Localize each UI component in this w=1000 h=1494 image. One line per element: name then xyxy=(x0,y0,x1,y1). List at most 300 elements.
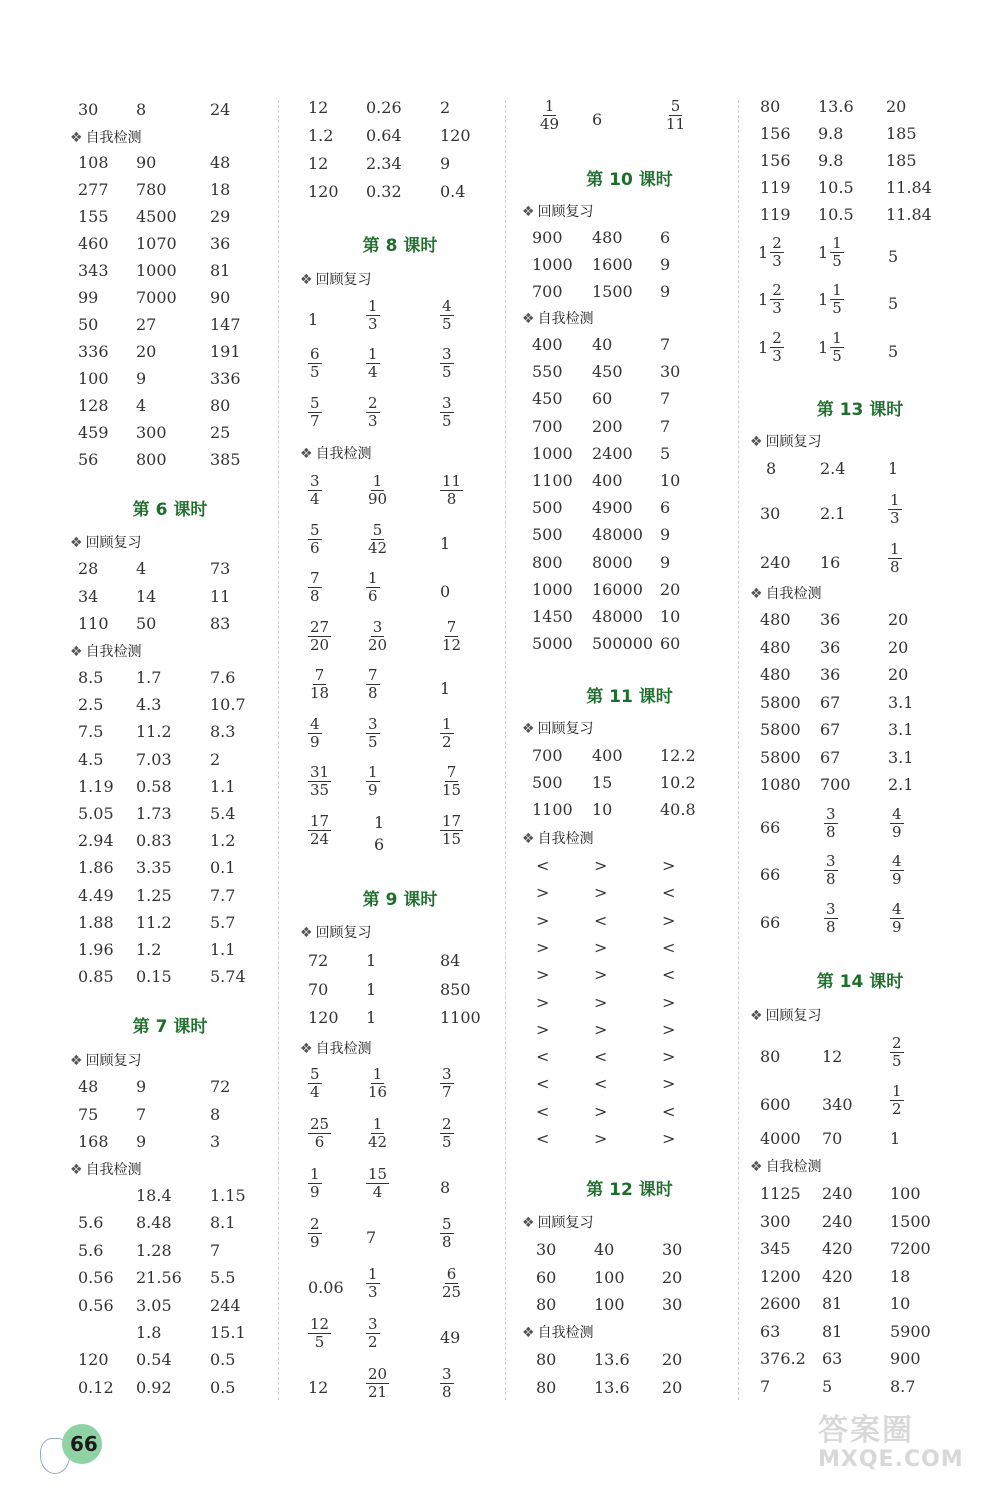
answer-row xyxy=(522,444,737,471)
fraction xyxy=(440,473,463,508)
diamond-icon: ❖ xyxy=(522,311,535,327)
mixed-number xyxy=(758,235,784,270)
answer-cell: 110 xyxy=(78,614,109,633)
answer-cell: 80 xyxy=(760,97,781,116)
lesson-title: 第 7 课时 xyxy=(132,1017,208,1037)
answer-cell: 0.5 xyxy=(210,1350,236,1370)
denominator: 16 xyxy=(368,1083,388,1101)
fraction xyxy=(366,473,389,508)
answer-cell: 8000 xyxy=(592,552,633,572)
answer-cell: 5.7 xyxy=(210,912,236,932)
numerator: 3 xyxy=(368,714,378,733)
denominator: 8 xyxy=(890,558,900,576)
fraction xyxy=(366,1266,380,1301)
answer-cell: > xyxy=(536,1019,550,1039)
answer-cell: > xyxy=(662,1019,676,1039)
numerator: 11 xyxy=(442,472,462,490)
answer-cell: 1 xyxy=(440,679,451,698)
section-check xyxy=(522,308,737,328)
diamond-icon: ❖ xyxy=(300,446,313,462)
section-title: 回顾复习 xyxy=(537,204,594,220)
answer-cell: > xyxy=(662,1047,676,1067)
answer-row xyxy=(70,423,270,450)
answer-cell: 2.34 xyxy=(366,154,402,173)
answer-cell: 4000 xyxy=(760,1129,801,1148)
answer-cell: 119 xyxy=(760,205,791,224)
answer-cell: 1.1 xyxy=(210,776,236,796)
answer-row xyxy=(70,559,270,586)
answer-cell: 7.6 xyxy=(210,668,236,687)
denominator: 42 xyxy=(368,1133,388,1151)
section-review xyxy=(70,1050,270,1070)
answer-cell: > xyxy=(594,937,608,957)
answer-row xyxy=(522,1240,737,1267)
answer-cell: 81 xyxy=(210,261,231,280)
numerator: 12 xyxy=(310,1315,330,1333)
answer-cell: 1 xyxy=(440,533,451,553)
answer-cell: 7200 xyxy=(890,1239,931,1258)
answer-cell: 80 xyxy=(210,396,231,415)
numerator: 1 xyxy=(890,540,900,558)
diamond-icon: ❖ xyxy=(70,535,83,551)
answer-row xyxy=(522,498,737,525)
answer-cell: 5.6 xyxy=(78,1213,104,1233)
fraction xyxy=(308,395,322,430)
answer-cell: 1450 xyxy=(532,607,573,626)
fraction xyxy=(440,298,454,333)
fraction xyxy=(830,282,844,317)
answer-cell: 90 xyxy=(136,153,157,172)
answer-cell: 480 xyxy=(760,610,791,629)
denominator: 9 xyxy=(310,1233,320,1251)
answer-row xyxy=(70,315,270,342)
numerator: 3 xyxy=(442,1065,452,1083)
answer-cell: 2.1 xyxy=(888,775,914,794)
fraction xyxy=(890,853,904,888)
answer-cell: 20 xyxy=(888,610,909,629)
answer-cell: 60 xyxy=(660,634,681,654)
answer-row xyxy=(70,1241,270,1268)
answer-cell: 27 xyxy=(136,315,157,334)
section-check xyxy=(750,583,970,603)
section-title: 自我检测 xyxy=(537,1325,594,1341)
whole: 1 xyxy=(818,338,829,357)
answer-row xyxy=(750,151,970,178)
fraction xyxy=(440,813,463,848)
diamond-icon: ❖ xyxy=(750,434,763,450)
section-review xyxy=(750,431,970,451)
denominator: 8 xyxy=(826,870,836,888)
answer-cell: 73 xyxy=(210,559,231,578)
answer-cell: 343 xyxy=(78,261,109,280)
answer-row xyxy=(522,634,737,661)
answer-cell: 20 xyxy=(662,1267,683,1287)
diamond-icon: ❖ xyxy=(522,831,535,847)
fraction-row xyxy=(300,813,500,859)
fraction-row xyxy=(750,853,970,899)
answer-cell: 480 xyxy=(760,637,791,657)
denominator: 4 xyxy=(372,1183,383,1201)
numerator: 1 xyxy=(368,297,378,315)
answer-cell: < xyxy=(536,1129,550,1148)
answer-row xyxy=(750,1377,970,1404)
fraction xyxy=(366,395,380,430)
mixed-number xyxy=(818,282,844,317)
numerator: 3 xyxy=(372,617,383,636)
answer-cell: 420 xyxy=(822,1266,853,1286)
section-title: 回顾复习 xyxy=(315,272,372,288)
diamond-icon: ❖ xyxy=(522,721,535,737)
answer-cell: 400 xyxy=(592,746,623,765)
answer-cell: 63 xyxy=(822,1349,843,1368)
answer-cell: 9 xyxy=(136,1077,147,1096)
answer-cell: 50 xyxy=(78,315,99,334)
fraction-row xyxy=(750,1083,970,1129)
lesson-title: 第 6 课时 xyxy=(132,500,208,520)
fraction xyxy=(366,1366,389,1401)
fraction xyxy=(888,492,902,527)
answer-cell: 550 xyxy=(532,362,563,382)
numerator: 4 xyxy=(892,852,902,870)
answer-cell: 10.7 xyxy=(210,695,246,715)
answer-cell: 0.85 xyxy=(78,967,114,987)
answer-cell: 12 xyxy=(308,98,329,117)
answer-cell: 75 xyxy=(78,1104,99,1124)
answer-cell: 2.94 xyxy=(78,831,114,851)
answer-cell: 1 xyxy=(890,1129,901,1148)
numerator: 1 xyxy=(368,569,378,587)
denominator: 90 xyxy=(368,490,388,508)
answer-cell: 50 xyxy=(136,614,157,633)
answer-row xyxy=(522,1378,737,1405)
answer-row xyxy=(522,335,737,362)
answer-cell: 1.2 xyxy=(308,126,334,145)
fraction xyxy=(366,522,389,557)
diamond-icon: ❖ xyxy=(300,925,313,941)
answer-cell: 1.86 xyxy=(78,858,114,878)
answer-row xyxy=(70,1378,270,1405)
answer-cell: 16 xyxy=(820,553,841,572)
mixed-row xyxy=(750,235,970,281)
numerator: 1 xyxy=(832,281,842,299)
answer-cell: 4500 xyxy=(136,207,177,226)
denominator: 7 xyxy=(442,1083,452,1101)
answer-row xyxy=(300,182,500,209)
diamond-icon: ❖ xyxy=(70,1162,83,1178)
answer-cell: 4 xyxy=(136,396,147,415)
answer-row xyxy=(522,580,737,607)
answer-cell: 1 xyxy=(308,310,319,329)
diamond-icon: ❖ xyxy=(300,1041,313,1057)
diamond-icon: ❖ xyxy=(70,644,83,660)
denominator: 9 xyxy=(310,732,320,751)
answer-cell: 5000 xyxy=(532,634,573,654)
answer-row xyxy=(300,98,500,125)
fraction xyxy=(366,1316,380,1351)
answer-row xyxy=(522,1020,737,1047)
answer-cell: 67 xyxy=(820,747,841,767)
fraction-row xyxy=(300,667,500,713)
answer-cell: 1000 xyxy=(532,579,573,599)
numerator: 1 xyxy=(368,763,378,781)
answer-cell: 6 xyxy=(660,228,671,247)
answer-row xyxy=(522,255,737,282)
answer-cell: 5 xyxy=(888,294,899,313)
fraction xyxy=(366,346,380,381)
answer-cell: 1070 xyxy=(136,234,177,253)
denominator: 20 xyxy=(368,635,388,654)
answer-row xyxy=(70,396,270,423)
denominator: 5 xyxy=(314,1333,325,1351)
section-title: 自我检测 xyxy=(85,644,142,660)
answer-cell: 30 xyxy=(662,1240,683,1259)
answer-cell: 3.1 xyxy=(888,720,914,739)
fraction xyxy=(890,1083,904,1118)
answer-cell: > xyxy=(594,856,608,875)
numerator: 5 xyxy=(310,1065,320,1083)
answer-cell: 80 xyxy=(536,1295,557,1314)
answer-cell: 0.26 xyxy=(366,98,402,117)
denominator: 9 xyxy=(368,781,378,799)
lesson-title: 第 10 课时 xyxy=(586,170,673,190)
section-check xyxy=(522,1322,737,1342)
answer-row xyxy=(522,1268,737,1295)
answer-cell: 0.12 xyxy=(78,1377,114,1397)
answer-cell: 10 xyxy=(660,607,681,626)
answer-cell: 5 xyxy=(822,1376,833,1396)
answer-row xyxy=(750,124,970,151)
fraction xyxy=(366,1166,389,1201)
whole: 1 xyxy=(818,243,829,262)
answer-cell: 10.5 xyxy=(818,205,854,224)
answer-cell: > xyxy=(662,856,676,875)
answer-cell: 1100 xyxy=(532,800,573,819)
answer-cell: 336 xyxy=(210,369,241,388)
answer-row xyxy=(70,722,270,749)
mixed-number xyxy=(818,235,844,270)
denominator: 5 xyxy=(442,315,452,333)
answer-cell: 56 xyxy=(78,450,99,469)
answer-cell: 1.25 xyxy=(136,885,172,905)
answer-row xyxy=(70,940,270,967)
lesson-title: 第 11 课时 xyxy=(586,687,673,707)
answer-cell: 4 xyxy=(136,559,147,578)
answer-cell: 500 xyxy=(532,773,563,792)
answer-cell: 300 xyxy=(760,1211,791,1231)
numerator: 1 xyxy=(890,491,900,509)
answer-row xyxy=(750,178,970,205)
fraction-row xyxy=(522,98,737,144)
answer-cell: 156 xyxy=(760,124,791,143)
answer-cell: 7 xyxy=(210,1240,221,1260)
answer-cell: 0.06 xyxy=(308,1278,344,1297)
answer-cell: 60 xyxy=(592,389,613,409)
answer-row xyxy=(70,1323,270,1350)
answer-row xyxy=(750,1212,970,1239)
answer-cell: 13.6 xyxy=(594,1350,630,1369)
answer-cell: 385 xyxy=(210,450,241,469)
answer-cell: 13.6 xyxy=(594,1377,630,1397)
answer-cell: 1 xyxy=(366,1008,377,1027)
fraction xyxy=(440,1216,454,1251)
answer-cell: 67 xyxy=(820,692,841,712)
answer-row xyxy=(70,858,270,885)
answer-cell: 36 xyxy=(820,637,841,657)
answer-cell: 459 xyxy=(78,423,109,442)
section-review xyxy=(522,201,737,221)
answer-row xyxy=(70,1213,270,1240)
numerator: 3 xyxy=(826,852,836,870)
answer-row xyxy=(750,97,970,124)
denominator: 6 xyxy=(310,538,320,557)
answer-cell: 700 xyxy=(532,746,563,765)
numerator: 5 xyxy=(310,520,320,539)
mixed-row xyxy=(750,282,970,328)
answer-row xyxy=(522,1102,737,1129)
answer-cell: 8 xyxy=(440,1178,451,1197)
answer-row xyxy=(522,228,737,255)
answer-cell: 147 xyxy=(210,315,241,334)
denominator: 15 xyxy=(442,781,462,799)
answer-cell: 99 xyxy=(78,288,99,307)
answer-cell: 49 xyxy=(440,1328,461,1347)
answer-cell: 1 xyxy=(366,979,377,999)
answer-cell: 0.58 xyxy=(136,776,172,796)
denominator: 9 xyxy=(310,1183,320,1201)
fraction xyxy=(308,1216,322,1251)
answer-cell: 5.05 xyxy=(78,804,114,823)
answer-row xyxy=(750,693,970,720)
answer-cell: 16000 xyxy=(592,579,643,599)
answer-cell: 18 xyxy=(210,180,231,199)
answer-cell: 7000 xyxy=(136,288,177,307)
answer-cell: 20 xyxy=(888,637,909,657)
answer-cell: 100 xyxy=(78,369,109,388)
answer-cell: 0.64 xyxy=(366,126,402,145)
answer-cell: 400 xyxy=(592,471,623,490)
answer-row xyxy=(750,748,970,775)
answer-cell: 12 xyxy=(308,154,329,173)
denominator: 8 xyxy=(442,1383,452,1401)
numerator: 2 xyxy=(772,234,782,252)
mixed-row xyxy=(750,330,970,376)
answer-cell: 72 xyxy=(210,1077,231,1096)
answer-cell: 3.35 xyxy=(136,858,172,878)
diamond-icon: ❖ xyxy=(522,1325,535,1341)
answer-cell: < xyxy=(536,856,550,875)
answer-cell: 20 xyxy=(662,1350,683,1369)
answer-cell: 20 xyxy=(886,97,907,116)
answer-cell: 120 xyxy=(440,126,471,145)
section-title: 回顾复习 xyxy=(537,1215,594,1231)
answer-cell: 108 xyxy=(78,153,109,172)
denominator: 2 xyxy=(892,1100,902,1118)
answer-cell: 8.7 xyxy=(890,1376,916,1396)
answer-row xyxy=(70,1350,270,1377)
fraction xyxy=(770,330,784,365)
fraction-row xyxy=(750,901,970,947)
denominator: 3 xyxy=(368,412,378,430)
answer-cell: > xyxy=(594,1019,608,1039)
answer-row xyxy=(70,614,270,641)
answer-cell: 24 xyxy=(210,100,231,119)
answer-cell: 1.7 xyxy=(136,668,162,687)
answer-cell: 120 xyxy=(308,1008,339,1027)
denominator: 5 xyxy=(442,412,452,430)
answer-cell: > xyxy=(594,1129,608,1148)
answer-cell: 15 xyxy=(592,773,613,792)
denominator: 5 xyxy=(310,363,320,381)
answer-cell: 450 xyxy=(592,362,623,382)
numerator: 5 xyxy=(372,520,383,539)
answer-row xyxy=(70,750,270,777)
answer-cell: 1.2 xyxy=(136,940,162,959)
answer-cell: 1.88 xyxy=(78,912,114,932)
answer-row xyxy=(522,417,737,444)
denominator: 4 xyxy=(310,1083,320,1101)
denominator: 8 xyxy=(310,587,320,605)
section-review xyxy=(70,532,270,552)
answer-cell: 240 xyxy=(822,1211,853,1231)
answer-row xyxy=(70,180,270,207)
fraction xyxy=(890,806,904,841)
answer-cell: 21.56 xyxy=(136,1268,182,1288)
watermark-site: MXQE.COM xyxy=(818,1447,964,1472)
answer-cell: 4.3 xyxy=(136,695,162,715)
answer-cell: 80 xyxy=(760,1047,781,1066)
fraction xyxy=(440,764,463,799)
diamond-icon: ❖ xyxy=(300,272,313,288)
fraction-row xyxy=(750,541,970,587)
answer-cell: 7 xyxy=(660,389,671,409)
answer-cell: 156 xyxy=(760,151,791,170)
section-check xyxy=(300,1038,500,1058)
denominator: 5 xyxy=(442,363,452,381)
answer-row xyxy=(750,610,970,637)
answer-cell: 8.1 xyxy=(210,1213,236,1233)
denominator: 4 xyxy=(368,363,378,381)
denominator: 2 xyxy=(442,732,452,751)
answer-cell: < xyxy=(594,1047,608,1067)
denominator: 5 xyxy=(892,1052,902,1070)
answer-row xyxy=(522,362,737,389)
denominator: 2 xyxy=(368,1333,378,1351)
answer-cell: 7 xyxy=(136,1104,147,1124)
answer-row xyxy=(70,261,270,288)
numerator: 5 xyxy=(670,97,681,115)
mixed-number xyxy=(758,330,784,365)
answer-row xyxy=(300,154,500,181)
answer-cell: 11.84 xyxy=(886,205,932,224)
section-check xyxy=(70,1159,270,1179)
watermark-title: 答案圈 xyxy=(818,1413,914,1448)
denominator: 12 xyxy=(442,635,462,654)
section-title: 自我检测 xyxy=(315,446,372,462)
answer-cell: 36 xyxy=(820,610,841,629)
answer-cell: 8.48 xyxy=(136,1213,172,1233)
answer-cell: 12.2 xyxy=(660,746,696,765)
answer-cell: 20 xyxy=(136,342,157,361)
answer-cell: 20 xyxy=(662,1377,683,1397)
numerator: 2 xyxy=(310,1215,320,1233)
fraction-row xyxy=(300,1066,500,1112)
numerator: 1 xyxy=(892,1082,902,1100)
answer-cell: > xyxy=(536,937,550,957)
fraction xyxy=(824,853,838,888)
answer-cell: 8 xyxy=(136,100,147,119)
denominator: 3 xyxy=(772,299,782,317)
answer-cell: 7.5 xyxy=(78,722,104,742)
